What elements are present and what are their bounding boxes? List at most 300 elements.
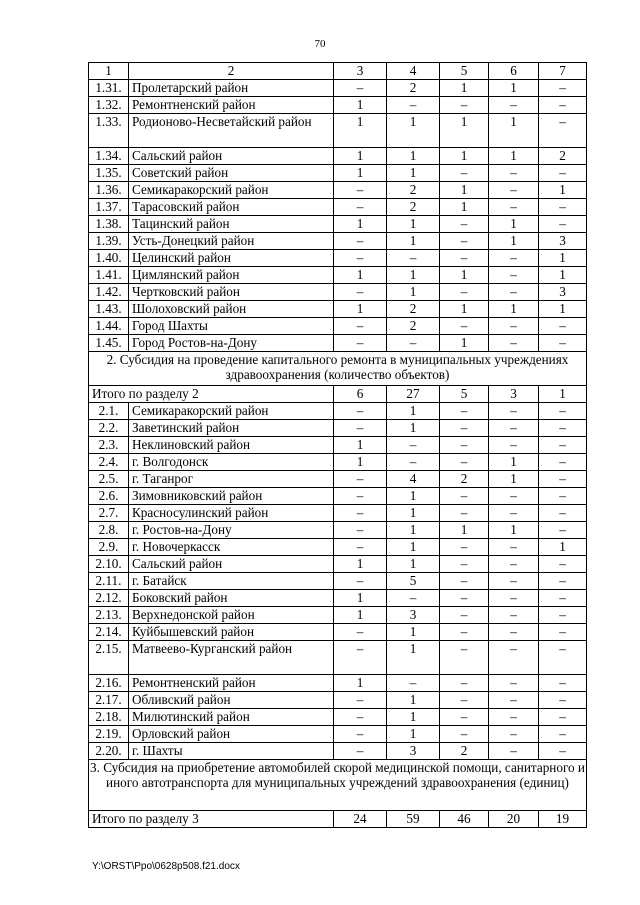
table-row xyxy=(89,267,587,284)
table-row xyxy=(89,505,587,522)
value-cell: – xyxy=(440,488,489,505)
file-path-footer: Y:\ORST\Ppo\0628p508.f21.docx xyxy=(92,861,240,872)
value-cell: – xyxy=(440,216,489,233)
value-cell: 1 xyxy=(440,199,489,216)
value-cell: – xyxy=(334,471,387,488)
total-value: 20 xyxy=(489,811,539,828)
value-cell: – xyxy=(489,573,539,590)
value-cell: 3 xyxy=(387,607,440,624)
value-cell: – xyxy=(539,556,587,573)
district-name: г. Таганрог xyxy=(129,471,334,488)
district-name: Сальский район xyxy=(129,556,334,573)
value-cell: – xyxy=(334,624,387,641)
row-number: 1.35. xyxy=(89,165,129,182)
value-cell: 1 xyxy=(539,182,587,199)
value-cell: – xyxy=(539,692,587,709)
value-cell: 1 xyxy=(387,522,440,539)
district-name: Шолоховский район xyxy=(129,301,334,318)
value-cell: – xyxy=(440,233,489,250)
value-cell: – xyxy=(539,709,587,726)
value-cell: 1 xyxy=(539,250,587,267)
value-cell: – xyxy=(387,335,440,352)
page-number: 70 xyxy=(314,38,326,50)
total-value: 3 xyxy=(489,386,539,403)
value-cell: 1 xyxy=(440,114,489,148)
value-cell: – xyxy=(539,607,587,624)
value-cell: 1 xyxy=(387,539,440,556)
table-row xyxy=(89,216,587,233)
value-cell: – xyxy=(334,488,387,505)
value-cell: – xyxy=(489,590,539,607)
value-cell: – xyxy=(440,675,489,692)
row-number: 1.42. xyxy=(89,284,129,301)
table-row xyxy=(89,284,587,301)
total-value: 27 xyxy=(387,386,440,403)
value-cell: 3 xyxy=(539,233,587,250)
value-cell: – xyxy=(440,318,489,335)
row-number: 1.39. xyxy=(89,233,129,250)
total-value: 5 xyxy=(440,386,489,403)
value-cell: 1 xyxy=(440,182,489,199)
district-name: Обливский район xyxy=(129,692,334,709)
value-cell: – xyxy=(387,250,440,267)
value-cell: – xyxy=(440,641,489,675)
district-name: Зимовниковский район xyxy=(129,488,334,505)
district-name: Целинский район xyxy=(129,250,334,267)
value-cell: – xyxy=(539,471,587,488)
table-row xyxy=(89,233,587,250)
row-number: 2.3. xyxy=(89,437,129,454)
district-name: Орловский район xyxy=(129,726,334,743)
value-cell: 1 xyxy=(489,522,539,539)
value-cell: – xyxy=(334,403,387,420)
table-row xyxy=(89,148,587,165)
table-row xyxy=(89,420,587,437)
row-number: 2.6. xyxy=(89,488,129,505)
value-cell: 1 xyxy=(440,522,489,539)
district-name: Чертковский район xyxy=(129,284,334,301)
value-cell: – xyxy=(489,318,539,335)
district-name: Тацинский район xyxy=(129,216,334,233)
row-number: 2.2. xyxy=(89,420,129,437)
table-row xyxy=(89,675,587,692)
district-name: Куйбышевский район xyxy=(129,624,334,641)
value-cell: – xyxy=(539,318,587,335)
table-row xyxy=(89,539,587,556)
row-number: 2.20. xyxy=(89,743,129,760)
value-cell: – xyxy=(489,420,539,437)
value-cell: 1 xyxy=(440,301,489,318)
value-cell: – xyxy=(489,709,539,726)
value-cell: – xyxy=(334,318,387,335)
value-cell: – xyxy=(334,420,387,437)
value-cell: – xyxy=(489,726,539,743)
value-cell: – xyxy=(334,709,387,726)
table-row xyxy=(89,301,587,318)
value-cell: – xyxy=(489,539,539,556)
row-number: 1.40. xyxy=(89,250,129,267)
value-cell: – xyxy=(489,335,539,352)
value-cell: 5 xyxy=(387,573,440,590)
value-cell: 1 xyxy=(539,267,587,284)
value-cell: 2 xyxy=(387,301,440,318)
value-cell: – xyxy=(387,454,440,471)
value-cell: – xyxy=(387,590,440,607)
district-name: Милютинский район xyxy=(129,709,334,726)
row-number: 2.4. xyxy=(89,454,129,471)
value-cell: – xyxy=(334,726,387,743)
header-cell: 7 xyxy=(539,63,587,80)
value-cell: – xyxy=(489,675,539,692)
value-cell: – xyxy=(334,641,387,675)
section-total-row xyxy=(89,386,587,403)
total-value: 59 xyxy=(387,811,440,828)
value-cell: – xyxy=(440,573,489,590)
total-value: 6 xyxy=(334,386,387,403)
table-row xyxy=(89,250,587,267)
value-cell: – xyxy=(334,284,387,301)
value-cell: 1 xyxy=(387,216,440,233)
value-cell: – xyxy=(539,216,587,233)
table-row xyxy=(89,318,587,335)
district-name: Красносулинский район xyxy=(129,505,334,522)
value-cell: – xyxy=(489,403,539,420)
value-cell: – xyxy=(539,522,587,539)
row-number: 2.16. xyxy=(89,675,129,692)
value-cell: – xyxy=(539,114,587,148)
table-row xyxy=(89,624,587,641)
value-cell: 1 xyxy=(387,692,440,709)
value-cell: – xyxy=(440,403,489,420)
table-row xyxy=(89,488,587,505)
value-cell: 1 xyxy=(387,488,440,505)
value-cell: – xyxy=(334,335,387,352)
header-cell: 1 xyxy=(89,63,129,80)
value-cell: – xyxy=(440,607,489,624)
table-row xyxy=(89,97,587,114)
value-cell: 1 xyxy=(387,114,440,148)
value-cell: – xyxy=(440,590,489,607)
value-cell: 1 xyxy=(387,403,440,420)
value-cell: – xyxy=(334,539,387,556)
table-row xyxy=(89,692,587,709)
value-cell: – xyxy=(387,675,440,692)
district-name: Тарасовский район xyxy=(129,199,334,216)
row-number: 2.14. xyxy=(89,624,129,641)
district-name: Боковский район xyxy=(129,590,334,607)
table-row xyxy=(89,437,587,454)
value-cell: – xyxy=(539,590,587,607)
row-number: 2.17. xyxy=(89,692,129,709)
row-number: 1.36. xyxy=(89,182,129,199)
total-value: 46 xyxy=(440,811,489,828)
value-cell: 1 xyxy=(334,165,387,182)
table-row xyxy=(89,403,587,420)
value-cell: 1 xyxy=(387,709,440,726)
value-cell: – xyxy=(489,641,539,675)
value-cell: – xyxy=(489,437,539,454)
row-number: 2.9. xyxy=(89,539,129,556)
district-name: Советский район xyxy=(129,165,334,182)
row-number: 1.43. xyxy=(89,301,129,318)
table-row xyxy=(89,80,587,97)
value-cell: 1 xyxy=(387,284,440,301)
value-cell: – xyxy=(334,233,387,250)
value-cell: 1 xyxy=(440,335,489,352)
value-cell: – xyxy=(539,165,587,182)
table-row xyxy=(89,709,587,726)
value-cell: 1 xyxy=(334,454,387,471)
row-number: 2.11. xyxy=(89,573,129,590)
district-name: Сальский район xyxy=(129,148,334,165)
value-cell: 1 xyxy=(334,675,387,692)
district-name: Город Шахты xyxy=(129,318,334,335)
value-cell: – xyxy=(440,97,489,114)
value-cell: 1 xyxy=(334,216,387,233)
value-cell: – xyxy=(539,335,587,352)
section-total-row xyxy=(89,811,587,828)
value-cell: 1 xyxy=(489,471,539,488)
value-cell: – xyxy=(539,641,587,675)
table-row xyxy=(89,199,587,216)
table-row xyxy=(89,556,587,573)
value-cell: 1 xyxy=(334,97,387,114)
section-title: 3. Субсидия на приобретение автомобилей скорой медицинской помощи, санитарного и иного автотранспорта для муниципальных учреждений здравоохранения (единиц) xyxy=(89,760,587,811)
table-row xyxy=(89,522,587,539)
header-cell: 6 xyxy=(489,63,539,80)
value-cell: 4 xyxy=(387,471,440,488)
district-name: Неклиновский район xyxy=(129,437,334,454)
row-number: 2.10. xyxy=(89,556,129,573)
row-number: 2.19. xyxy=(89,726,129,743)
district-name: г. Шахты xyxy=(129,743,334,760)
value-cell: 1 xyxy=(334,148,387,165)
value-cell: 2 xyxy=(387,80,440,97)
value-cell: 1 xyxy=(387,505,440,522)
subsidy-table xyxy=(88,62,587,828)
value-cell: – xyxy=(440,709,489,726)
value-cell: 1 xyxy=(440,148,489,165)
value-cell: 1 xyxy=(539,539,587,556)
value-cell: 1 xyxy=(334,556,387,573)
value-cell: – xyxy=(440,726,489,743)
table-row xyxy=(89,641,587,675)
value-cell: – xyxy=(440,420,489,437)
value-cell: – xyxy=(539,624,587,641)
value-cell: – xyxy=(539,675,587,692)
row-number: 2.8. xyxy=(89,522,129,539)
district-name: г. Новочеркасск xyxy=(129,539,334,556)
value-cell: 3 xyxy=(387,743,440,760)
row-number: 2.5. xyxy=(89,471,129,488)
value-cell: – xyxy=(334,743,387,760)
row-number: 1.34. xyxy=(89,148,129,165)
value-cell: – xyxy=(440,539,489,556)
value-cell: – xyxy=(539,505,587,522)
value-cell: 2 xyxy=(440,471,489,488)
section-heading-row xyxy=(89,352,587,386)
value-cell: – xyxy=(440,454,489,471)
table-row xyxy=(89,607,587,624)
value-cell: 1 xyxy=(489,148,539,165)
district-name: Семикаракорский район xyxy=(129,182,334,199)
value-cell: 1 xyxy=(387,420,440,437)
value-cell: – xyxy=(539,573,587,590)
value-cell: – xyxy=(539,420,587,437)
row-number: 1.31. xyxy=(89,80,129,97)
header-cell: 2 xyxy=(129,63,334,80)
value-cell: – xyxy=(334,182,387,199)
value-cell: – xyxy=(539,80,587,97)
row-number: 2.12. xyxy=(89,590,129,607)
table-row xyxy=(89,471,587,488)
value-cell: 1 xyxy=(387,165,440,182)
value-cell: 1 xyxy=(489,114,539,148)
value-cell: 1 xyxy=(387,233,440,250)
table-row xyxy=(89,114,587,148)
table-row xyxy=(89,165,587,182)
value-cell: – xyxy=(539,743,587,760)
header-cell: 5 xyxy=(440,63,489,80)
row-number: 1.41. xyxy=(89,267,129,284)
table-row xyxy=(89,573,587,590)
value-cell: – xyxy=(489,199,539,216)
value-cell: – xyxy=(489,556,539,573)
value-cell: 1 xyxy=(334,590,387,607)
header-row xyxy=(89,63,587,80)
value-cell: – xyxy=(440,437,489,454)
value-cell: – xyxy=(489,607,539,624)
value-cell: – xyxy=(387,437,440,454)
row-number: 2.18. xyxy=(89,709,129,726)
total-value: 24 xyxy=(334,811,387,828)
value-cell: 1 xyxy=(440,267,489,284)
row-number: 2.13. xyxy=(89,607,129,624)
value-cell: 1 xyxy=(440,80,489,97)
value-cell: – xyxy=(334,692,387,709)
value-cell: – xyxy=(334,522,387,539)
district-name: Верхнедонской район xyxy=(129,607,334,624)
value-cell: – xyxy=(489,624,539,641)
value-cell: – xyxy=(440,505,489,522)
district-name: г. Волгодонск xyxy=(129,454,334,471)
value-cell: – xyxy=(440,692,489,709)
district-name: Ремонтненский район xyxy=(129,97,334,114)
value-cell: – xyxy=(489,97,539,114)
row-number: 2.7. xyxy=(89,505,129,522)
value-cell: 1 xyxy=(387,148,440,165)
value-cell: 1 xyxy=(489,454,539,471)
value-cell: – xyxy=(440,250,489,267)
value-cell: 1 xyxy=(387,624,440,641)
row-number: 1.45. xyxy=(89,335,129,352)
value-cell: – xyxy=(489,250,539,267)
district-name: Родионово-Несветайский район xyxy=(129,114,334,148)
value-cell: 1 xyxy=(334,114,387,148)
value-cell: 1 xyxy=(489,301,539,318)
value-cell: – xyxy=(489,488,539,505)
value-cell: – xyxy=(334,250,387,267)
value-cell: 2 xyxy=(387,199,440,216)
total-value: 19 xyxy=(539,811,587,828)
total-value: 1 xyxy=(539,386,587,403)
value-cell: – xyxy=(440,284,489,301)
value-cell: 1 xyxy=(387,556,440,573)
value-cell: – xyxy=(539,97,587,114)
table-row xyxy=(89,335,587,352)
value-cell: – xyxy=(440,165,489,182)
district-name: Матвеево-Курганский район xyxy=(129,641,334,675)
row-number: 2.1. xyxy=(89,403,129,420)
row-number: 1.32. xyxy=(89,97,129,114)
header-cell: 4 xyxy=(387,63,440,80)
value-cell: – xyxy=(334,199,387,216)
district-name: г. Батайск xyxy=(129,573,334,590)
section-title: 2. Субсидия на проведение капитального ремонта в муниципальных учреждениях здравоохранения (количество объектов) xyxy=(89,352,587,386)
section-heading-row xyxy=(89,760,587,811)
table-row xyxy=(89,454,587,471)
total-label: Итого по разделу 2 xyxy=(89,386,334,403)
table-row xyxy=(89,182,587,199)
row-number: 2.15. xyxy=(89,641,129,675)
table-row xyxy=(89,743,587,760)
value-cell: – xyxy=(440,556,489,573)
table-row xyxy=(89,590,587,607)
district-name: Заветинский район xyxy=(129,420,334,437)
header-cell: 3 xyxy=(334,63,387,80)
district-name: Ремонтненский район xyxy=(129,675,334,692)
value-cell: – xyxy=(334,573,387,590)
value-cell: 2 xyxy=(387,318,440,335)
value-cell: – xyxy=(539,403,587,420)
row-number: 1.38. xyxy=(89,216,129,233)
district-name: Цимлянский район xyxy=(129,267,334,284)
value-cell: – xyxy=(489,743,539,760)
value-cell: 1 xyxy=(387,267,440,284)
value-cell: – xyxy=(489,284,539,301)
value-cell: – xyxy=(539,199,587,216)
value-cell: 2 xyxy=(539,148,587,165)
row-number: 1.33. xyxy=(89,114,129,148)
value-cell: 1 xyxy=(489,80,539,97)
value-cell: 2 xyxy=(440,743,489,760)
value-cell: 1 xyxy=(489,233,539,250)
value-cell: 1 xyxy=(489,216,539,233)
district-name: Усть-Донецкий район xyxy=(129,233,334,250)
value-cell: – xyxy=(489,165,539,182)
value-cell: 1 xyxy=(334,301,387,318)
district-name: Город Ростов-на-Дону xyxy=(129,335,334,352)
value-cell: – xyxy=(539,726,587,743)
district-name: Пролетарский район xyxy=(129,80,334,97)
row-number: 1.37. xyxy=(89,199,129,216)
value-cell: – xyxy=(334,80,387,97)
value-cell: – xyxy=(334,505,387,522)
total-label: Итого по разделу 3 xyxy=(89,811,334,828)
value-cell: 2 xyxy=(387,182,440,199)
value-cell: 1 xyxy=(387,641,440,675)
value-cell: – xyxy=(489,267,539,284)
value-cell: – xyxy=(489,505,539,522)
row-number: 1.44. xyxy=(89,318,129,335)
value-cell: 1 xyxy=(334,607,387,624)
value-cell: – xyxy=(539,488,587,505)
value-cell: 1 xyxy=(334,437,387,454)
value-cell: – xyxy=(489,182,539,199)
value-cell: 3 xyxy=(539,284,587,301)
value-cell: 1 xyxy=(334,267,387,284)
table-row xyxy=(89,726,587,743)
